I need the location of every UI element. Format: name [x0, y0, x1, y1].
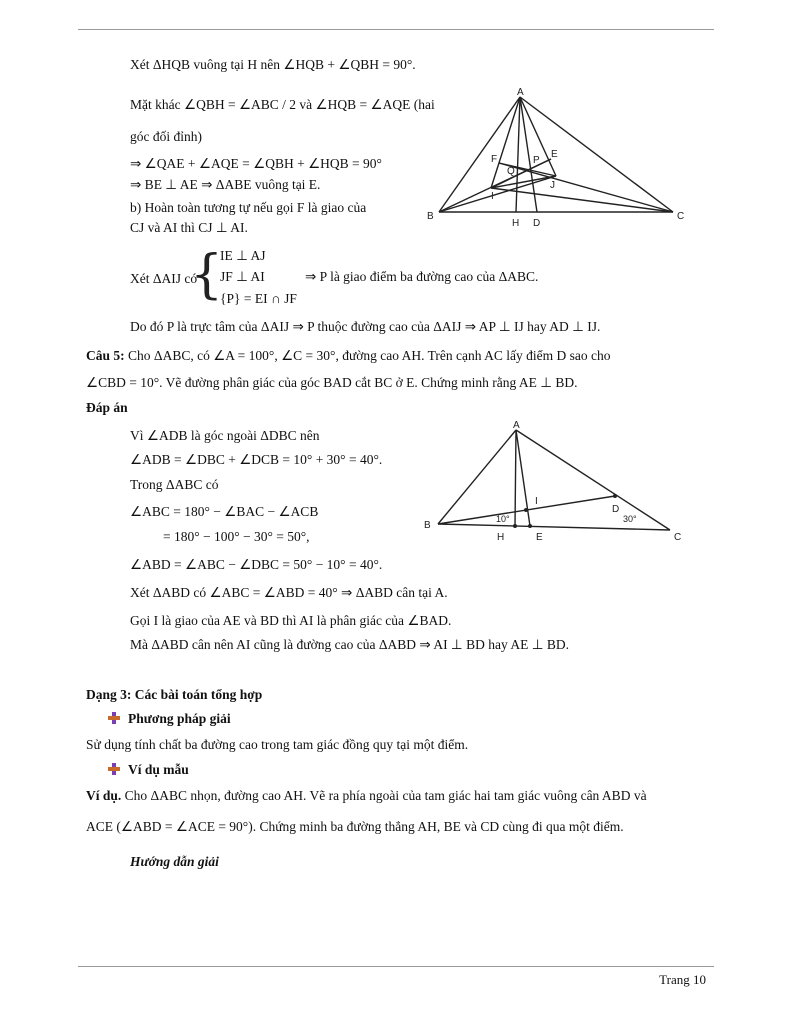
fig2-label-A: A [513, 420, 520, 431]
system-result: ⇒ P là giao điểm ba đường cao của ΔABC. [305, 269, 539, 284]
answer-line: Gọi I là giao của AE và BD thì AI là phân giác của ∠BAD. [130, 613, 452, 628]
system-line: JF ⊥ AI [220, 269, 265, 284]
text-line: Mặt khác ∠QBH = ∠ABC / 2 và ∠HQB = ∠AQE (hai [130, 97, 435, 112]
fig1-label-B: B [427, 211, 434, 222]
fig1-label-F: F [491, 154, 498, 165]
page-number: Trang 10 [659, 972, 706, 987]
system-prefix: Xét ΔAIJ có [130, 271, 198, 286]
answer-line: = 180° − 100° − 30° = 50°, [163, 529, 310, 544]
text-line: ⇒ BE ⊥ AE ⇒ ΔABE vuông tại E. [130, 177, 321, 192]
text-line: Do đó P là trực tâm của ΔAIJ ⇒ P thuộc đường cao của ΔAIJ ⇒ AP ⊥ IJ hay AD ⊥ IJ. [130, 319, 601, 334]
example-label: Ví dụ. [86, 788, 122, 803]
fig2-angle-10: 10° [496, 514, 510, 524]
fig1-label-A: A [517, 87, 524, 98]
plus-bullet-icon [108, 712, 120, 724]
figure-orthocenter [425, 85, 695, 230]
fig1-label-J: J [550, 180, 555, 191]
answer-label: Đáp án [86, 400, 128, 415]
answer-line: ∠ADB = ∠DBC + ∠DCB = 10° + 30° = 40°. [130, 452, 383, 467]
answer-line: ∠ABD = ∠ABC − ∠DBC = 50° − 10° = 40°. [130, 557, 383, 572]
fig1-label-I: I [491, 191, 494, 202]
text-line: Sử dụng tính chất ba đường cao trong tam giác đồng quy tại một điểm. [86, 737, 469, 752]
fig2-label-I: I [535, 496, 538, 507]
subsection-title: Phương pháp giải [128, 711, 231, 726]
fig2-label-D: D [612, 504, 620, 515]
fig2-label-H: H [497, 532, 505, 543]
question-text: ∠CBD = 10°. Vẽ đường phân giác của góc BAD cắt BC ở E. Chứng minh rằng AE ⊥ BD. [86, 375, 578, 390]
question-label: Câu 5: [86, 348, 125, 363]
question-text: Cho ΔABC, có ∠A = 100°, ∠C = 30°, đường cao AH. Trên cạnh AC lấy điểm D sao cho [128, 348, 611, 363]
footer-rule [78, 966, 714, 967]
text-line: CJ và AI thì CJ ⊥ AI. [130, 220, 248, 235]
fig1-label-P: P [533, 155, 540, 166]
text-line: b) Hoàn toàn tương tự nếu gọi F là giao của [130, 200, 367, 215]
fig1-label-D: D [533, 218, 541, 229]
fig2-angle-30: 30° [623, 514, 637, 524]
system-line: {P} = EI ∩ JF [220, 291, 297, 306]
text-line: Xét ΔHQB vuông tại H nên ∠HQB + ∠QBH = 90°. [130, 57, 416, 72]
text-line: góc đối đỉnh) [130, 129, 202, 144]
answer-line: Vì ∠ADB là góc ngoài ΔDBC nên [130, 428, 320, 443]
example-text: ACE (∠ABD = ∠ACE = 90°). Chứng minh ba đường thẳng AH, BE và CD cùng đi qua một điểm. [86, 819, 624, 834]
answer-line: Trong ΔABC có [130, 477, 219, 492]
guide-heading: Hướng dẫn giải [130, 854, 219, 869]
answer-line: Mà ΔABD cân nên AI cũng là đường cao của ΔABD ⇒ AI ⊥ BD hay AE ⊥ BD. [130, 637, 569, 652]
fig2-label-B: B [424, 520, 431, 531]
subsection-title: Ví dụ mẫu [128, 762, 189, 777]
fig1-label-C: C [677, 211, 685, 222]
section-title: Dạng 3: Các bài toán tổng hợp [86, 687, 263, 702]
answer-line: Xét ΔABD có ∠ABC = ∠ABD = 40° ⇒ ΔABD cân tại A. [130, 585, 448, 600]
example-text: Cho ΔABC nhọn, đường cao AH. Vẽ ra phía ngoài của tam giác hai tam giác vuông cân ABD và [124, 788, 647, 803]
text-line: ⇒ ∠QAE + ∠AQE = ∠QBH + ∠HQB = 90° [130, 156, 382, 171]
answer-line: ∠ABC = 180° − ∠BAC − ∠ACB [130, 504, 319, 519]
fig2-label-C: C [674, 532, 682, 543]
fig1-label-H: H [512, 218, 520, 229]
fig2-label-E: E [536, 532, 543, 543]
system-brace: { [190, 245, 224, 305]
system-line: IE ⊥ AJ [220, 248, 266, 263]
figure-isosceles [420, 418, 690, 548]
fig1-label-E: E [551, 149, 558, 160]
header-rule [78, 29, 714, 30]
plus-bullet-icon [108, 763, 120, 775]
fig1-label-Q: Q [507, 166, 515, 177]
